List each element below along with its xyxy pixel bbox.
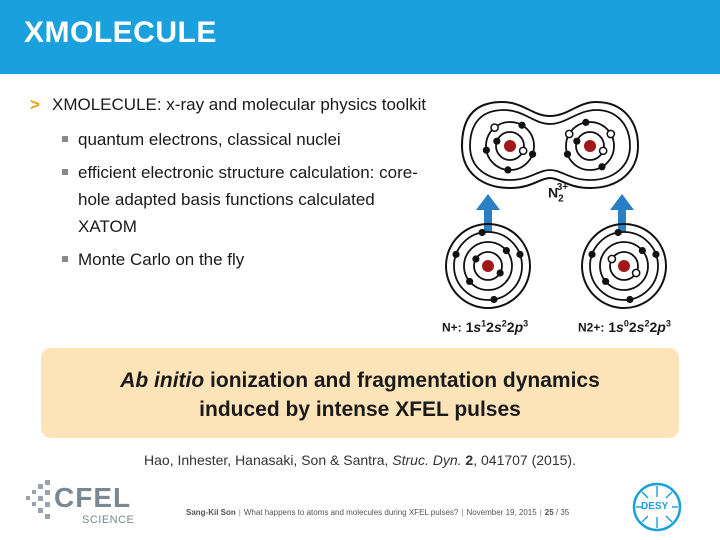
electron [652,251,659,258]
electron-hole [566,130,573,137]
right-ion-config: $1s^02s^22p^3$ [608,318,671,335]
footer-total: 35 [560,508,570,517]
electron [573,138,580,145]
highlight-line2: induced by intense XFEL pulses [199,398,521,421]
desy-logo-text: DESY [641,501,669,512]
right-ion-label: N2+: $1s^02s^22p^3$ [578,318,671,335]
left-ion-label: N+: $1s^12s^22p^3$ [442,318,529,335]
electron [518,122,525,129]
molecule-label: $N_2^{3+}$ [548,182,569,205]
electron [497,269,504,276]
electron-hole [607,130,614,137]
square-bullet-icon [62,256,68,262]
molecule-left-atom [483,122,536,174]
electron [639,247,646,254]
electron [602,278,609,285]
slide-title: XMOLECULE [24,16,217,49]
sub-bullet [56,246,430,273]
atom-diagram-svg [428,84,710,346]
square-bullet-icon [62,136,68,142]
bullet-list [30,92,430,279]
nucleus [618,260,630,272]
footer-talk-title: What happens to atoms and molecules during XFEL pulses? [243,508,459,517]
electron-hole [600,147,607,154]
electron [598,163,605,170]
bullet-arrow-icon: > [30,95,40,114]
nucleus [504,140,516,152]
ion-left-atom [446,224,530,308]
arrow-up-left-icon [476,194,500,232]
molecule-right-atom [564,119,615,171]
electron-hole [520,147,527,154]
reference: Hao, Inhester, Hanasaki, Son & Santra, Struc. Dyn. 2, 041707 (2015). [144,452,576,468]
cfel-logo-text: CFEL [54,482,132,513]
footer-author: Sang-Kil Son [186,508,236,517]
electron-hole [633,269,640,276]
atom-diagram [428,84,710,346]
main-bullet-text: XMOLECULE: x-ray and molecular physics toolkit [52,95,427,114]
highlight-box [41,348,679,438]
electron [503,247,510,254]
main-bullet [30,92,430,118]
left-ion-config: $1s^12s^22p^3$ [465,318,529,335]
electron [588,251,595,258]
footer-date: November 19, 2015 [466,508,537,517]
electron [516,251,523,258]
sub-bullet-list [30,126,430,273]
highlight-italic: Ab initio [120,369,205,392]
highlight-line1: ionization and fragmentation dynamics [204,369,600,392]
electron [614,229,621,236]
nucleus [482,260,494,272]
footer-page: 25 [544,508,554,517]
title-bar [0,0,720,74]
cfel-logo-subtext: SCIENCE [82,514,135,526]
cfel-logo [24,478,148,530]
electron [493,138,500,145]
electron [472,255,479,262]
electron [490,296,497,303]
electron [564,151,571,158]
sub-bullet [56,126,430,153]
molecule-envelope-inner [470,110,630,180]
nucleus [584,140,596,152]
square-bullet-icon [62,169,68,175]
electron [529,151,536,158]
electron-hole [608,255,615,262]
electron [582,119,589,126]
ion-right-atom [582,224,666,308]
sub-bullet-text: quantum electrons, classical nuclei [78,130,341,149]
electron [478,229,485,236]
electron [504,166,511,173]
desy-logo [632,482,682,532]
electron [452,251,459,258]
sub-bullet-text: efficient electronic structure calculation: core-hole adapted basis functions calculated XATOM [78,163,418,236]
highlight-text [41,366,679,424]
sub-bullet [56,159,430,240]
electron [626,296,633,303]
sub-bullet-text: Monte Carlo on the fly [78,250,245,269]
footer: Sang-Kil Son | What happens to atoms and molecules during XFEL pulses? | November 19, 2015 | 25 / 35 [186,508,570,517]
electron-hole [491,124,498,131]
electron [466,278,473,285]
electron [483,147,490,154]
